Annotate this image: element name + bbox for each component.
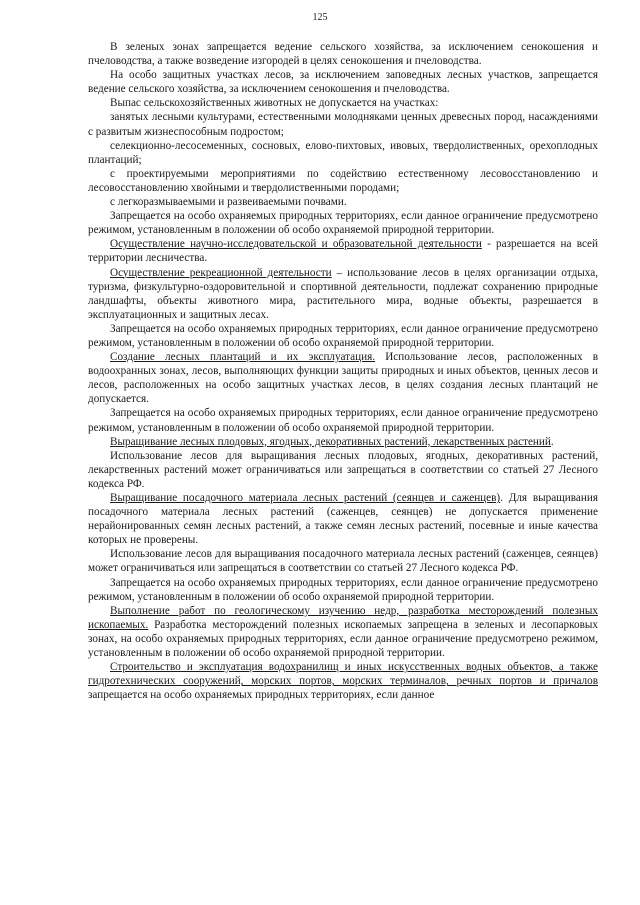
paragraph	[88, 68, 598, 96]
paragraph-text: . Для выращивания посадочного материала лесных растений (саженцев, сеянцев) не допускается применение нерайонированных семян лесных растений, а также семян лесных растений, посевные и иные качества которых не проверены.	[88, 492, 598, 547]
paragraph-text: Использование лесов, расположенных в водоохранных зонах, лесов, выполняющих функции защиты природных и иных объектов, ценных лесов и лесов, расположенных на особо защитных участках лесов, в целях создания лесных плантаций не допускается.	[88, 351, 599, 406]
paragraph-heading: Выполнение работ по геологическому изучению недр, разработка месторождений полезных ископаемых.	[88, 604, 598, 631]
paragraph-text: Запрещается на особо охраняемых природных территориях, если данное ограничение предусмотрено режимом, установленным в положении об особо охраняемой природной территории.	[88, 407, 598, 434]
paragraph-text: селекционно-лесосеменных, сосновых, елово-пихтовых, ивовых, твердолиственных, орехоплодных плантаций;	[88, 139, 598, 166]
paragraph-text: с проектируемыми мероприятиями по содействию естественному лесовосстановлению и лесовосстановлению хвойными и твердолиственными породами;	[88, 167, 598, 194]
paragraph	[88, 40, 598, 68]
paragraph	[88, 350, 598, 406]
paragraph-text: – использование лесов в целях организации отдыха, туризма, физкультурно-оздоровительной и спортивной деятельности, подлежат сохранению природные ландшафты, объекты животного мира, растительного мира, водные объекты, разрешается в эксплуатационных и защитных лесах.	[88, 266, 598, 321]
paragraph	[88, 209, 598, 237]
paragraph	[88, 195, 598, 209]
paragraph-text: Использование лесов для выращивания посадочного материала лесных растений (саженцев, сеянцев) может ограничиваться или запрещаться в соответствии со статьей 27 Лесного кодекса РФ.	[88, 548, 598, 575]
paragraph	[88, 547, 598, 575]
paragraph-text: - разрешается на всей территории лесничества.	[88, 238, 598, 265]
paragraph-heading: Осуществление рекреационной деятельности	[110, 266, 332, 279]
paragraph	[88, 237, 598, 265]
paragraph	[88, 491, 598, 547]
paragraph	[88, 110, 598, 138]
paragraph-heading: Выращивание лесных плодовых, ягодных, декоративных растений, лекарственных растений	[110, 435, 551, 448]
paragraph-text: с легкоразмываемыми и развеиваемыми почвами.	[110, 196, 347, 209]
paragraph	[88, 266, 598, 322]
paragraph-text: В зеленых зонах запрещается ведение сельского хозяйства, за исключением сенокошения и пчеловодства, а также возведение изгородей в целях сенокошения и пчеловодства.	[88, 41, 598, 68]
paragraph	[88, 139, 598, 167]
paragraph	[88, 435, 598, 449]
paragraph	[88, 406, 598, 434]
paragraph-text: Использование лесов для выращивания лесных плодовых, ягодных, декоративных растений, лекарственных растений может ограничиваться или запрещаться в соответствии со статьей 27 Лесного кодекса РФ.	[88, 449, 598, 490]
paragraph	[88, 604, 598, 660]
paragraph	[88, 660, 598, 702]
paragraph	[88, 576, 598, 604]
paragraph-heading: Создание лесных плантаций и их эксплуатация.	[110, 351, 376, 364]
paragraph	[88, 167, 598, 195]
paragraph-text: Запрещается на особо охраняемых природных территориях, если данное ограничение предусмотрено режимом, установленным в положении об особо охраняемой природной территории.	[88, 322, 598, 349]
paragraph-text: Запрещается на особо охраняемых природных территориях, если данное ограничение предусмотрено режимом, установленным в положении об особо охраняемой природной территории.	[88, 210, 598, 237]
paragraph-text: .	[550, 435, 554, 448]
paragraph-text: Запрещается на особо охраняемых природных территориях, если данное ограничение предусмотрено режимом, установленным в положении об особо охраняемой природной территории.	[88, 576, 598, 603]
paragraph-text: запрещается на особо охраняемых природных территориях, если данное	[88, 689, 435, 702]
paragraph	[88, 449, 598, 491]
paragraph	[88, 322, 598, 350]
paragraph-heading: Строительство и эксплуатация водохранилищ и иных искусственных водных объектов, а также гидротехнических сооружений, морских портов, морских терминалов, речных портов и причалов	[88, 661, 598, 688]
paragraph-heading: Осуществление научно-исследовательской и образовательной деятельности	[110, 238, 482, 251]
paragraph-text: Разработка месторождений полезных ископаемых запрещена в зеленых и лесопарковых зонах, на особо охраняемых природных территориях, если данное ограничение предусмотрено режимом, установленным в положении об особо охраняемой природной территории.	[88, 618, 598, 660]
paragraph-text: занятых лесными культурами, естественными молодняками ценных древесных пород, насаждениями с развитым жизнеспособным подростом;	[88, 111, 598, 138]
body-text	[88, 40, 598, 702]
paragraph-heading: Выращивание посадочного материала лесных растений (сеянцев и саженцев)	[110, 492, 501, 504]
page-number: 125	[312, 12, 328, 23]
paragraph-text: Выпас сельскохозяйственных животных не допускается на участках:	[110, 97, 439, 110]
paragraph-text: На особо защитных участках лесов, за исключением заповедных лесных участков, запрещается ведение сельского хозяйства, за исключением сенокошения и пчеловодства.	[88, 69, 598, 96]
paragraph	[88, 96, 598, 110]
